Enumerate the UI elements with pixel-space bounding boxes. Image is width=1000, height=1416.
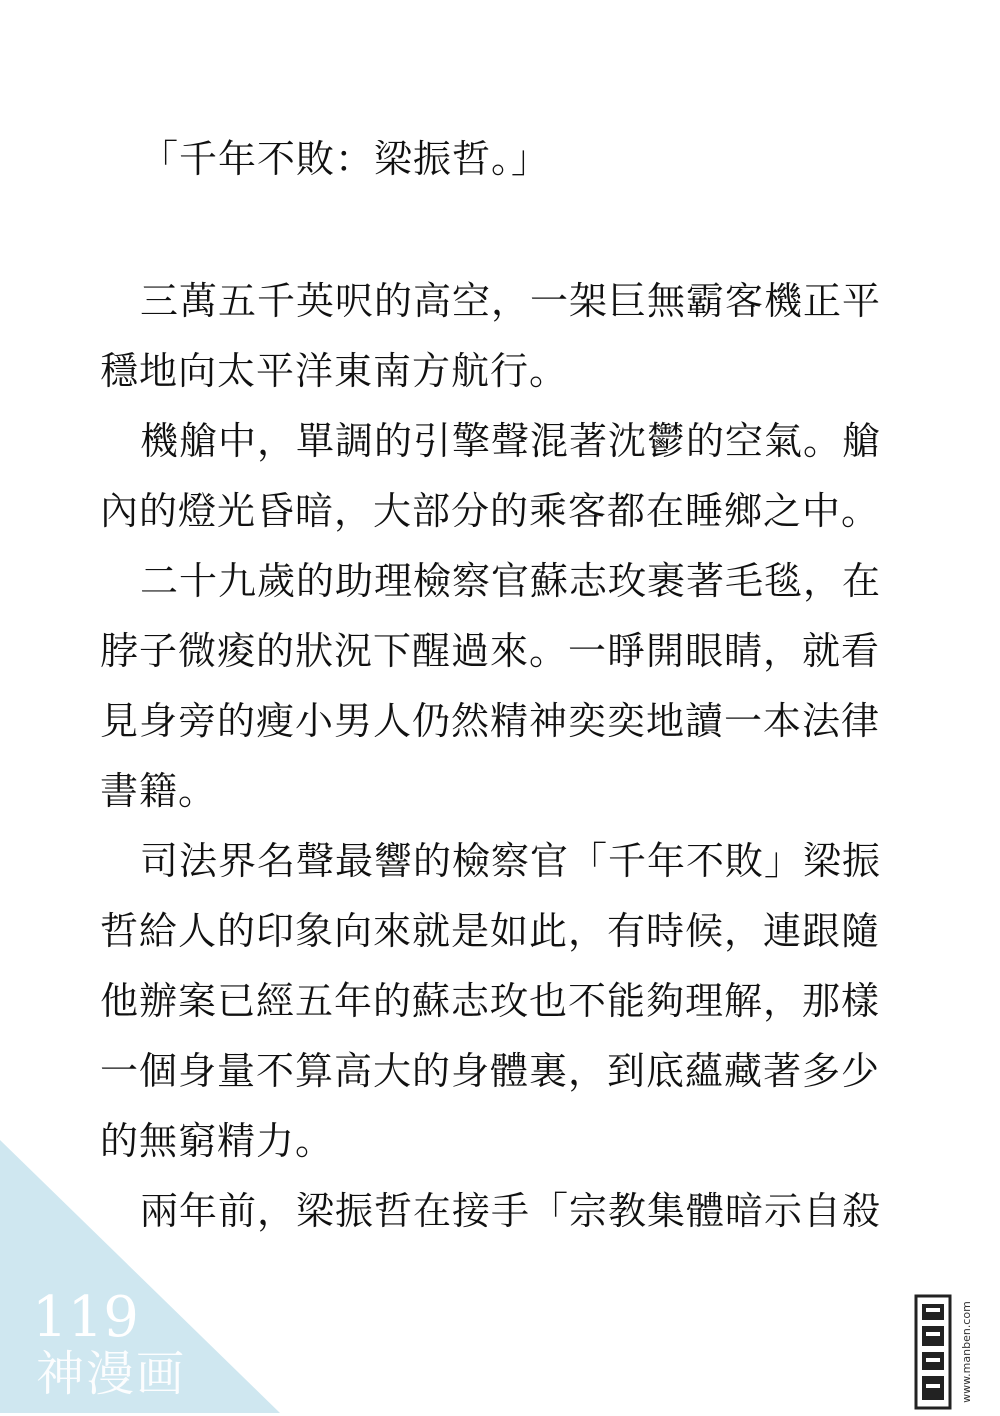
text-line-6: 脖子微痠的狀況下醒過來。一睜開眼睛，就看 — [100, 629, 881, 673]
logo-icon — [912, 1292, 994, 1412]
page-number: 119 — [32, 1285, 139, 1350]
text-line-7: 見身旁的瘦小男人仍然精神奕奕地讀一本法律 — [100, 699, 881, 743]
text-line-13: 的無窮精力。 — [100, 1119, 335, 1163]
text-line-1: 三萬五千英呎的高空，一架巨無霸客機正平 — [140, 279, 882, 323]
chapter-heading: 「千年不敗：梁振哲。」 — [140, 137, 551, 181]
text-line-9: 司法界名聲最響的檢察官「千年不敗」梁振 — [140, 839, 882, 883]
text-line-3: 機艙中，單調的引擎聲混著沈鬱的空氣。艙 — [140, 419, 882, 463]
logo-url-text: www.manben.com — [960, 1301, 973, 1403]
site-logo — [912, 1292, 994, 1412]
text-line-2: 穩地向太平洋東南方航行。 — [100, 349, 569, 393]
text-line-8: 書籍。 — [100, 769, 218, 813]
watermark-text: 神漫画 — [36, 1346, 187, 1402]
text-line-5: 二十九歲的助理檢察官蘇志玫裹著毛毯，在 — [140, 559, 882, 603]
text-line-14: 兩年前，梁振哲在接手「宗教集體暗示自殺 — [140, 1189, 882, 1233]
text-line-10: 哲給人的印象向來就是如此，有時候，連跟隨 — [100, 909, 881, 953]
text-line-4: 內的燈光昏暗，大部分的乘客都在睡鄉之中。 — [100, 489, 881, 533]
text-line-11: 他辦案已經五年的蘇志玫也不能夠理解，那樣 — [100, 979, 881, 1023]
text-line-12: 一個身量不算高大的身體裏，到底蘊藏著多少 — [100, 1049, 881, 1093]
